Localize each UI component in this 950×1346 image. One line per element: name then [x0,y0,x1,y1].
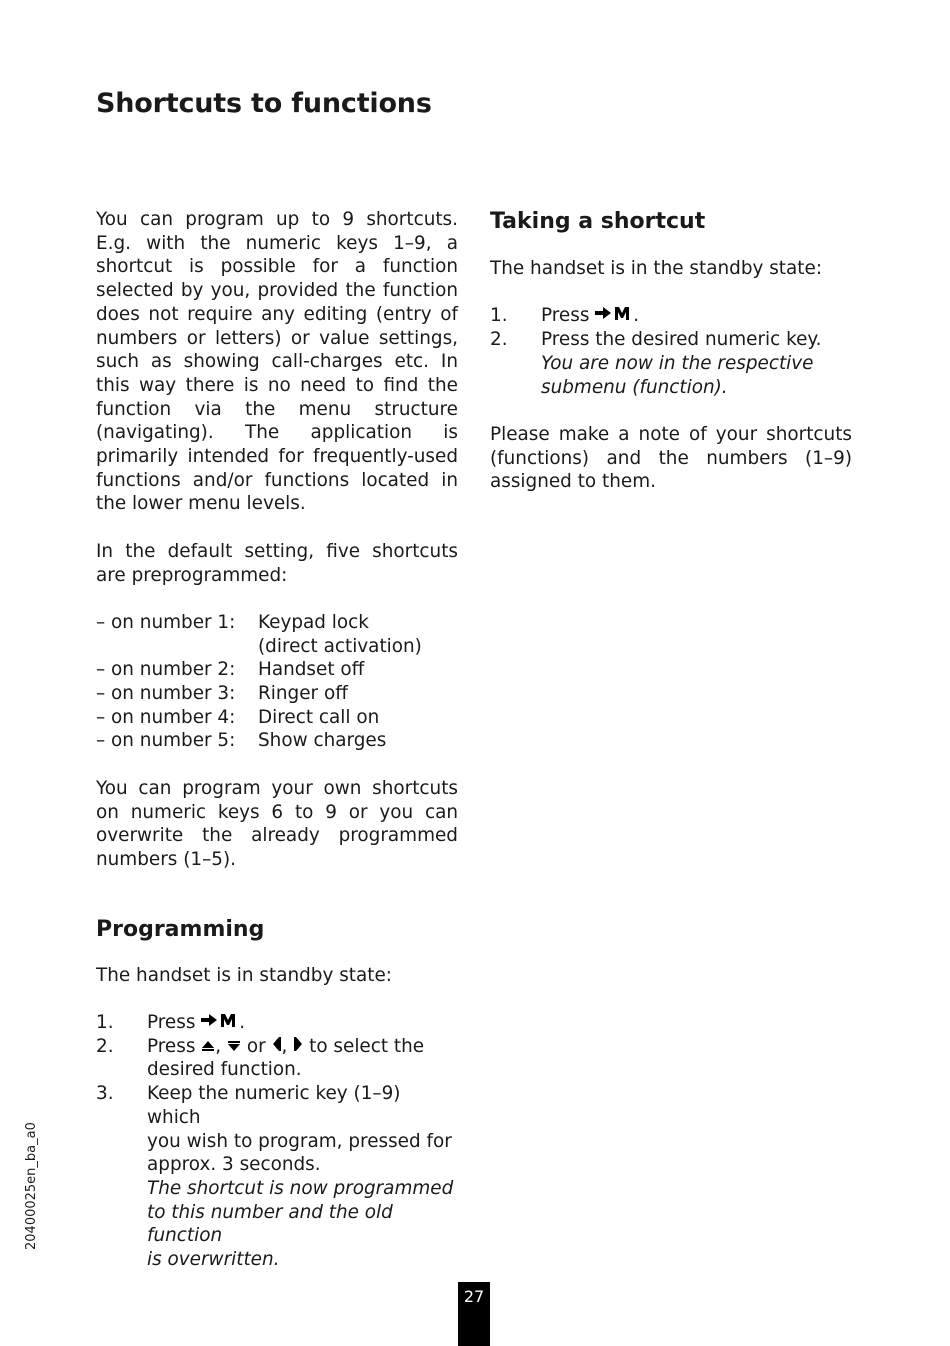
taking-shortcut-heading: Taking a shortcut [490,209,706,234]
list-item: 1. Press . [96,1012,246,1034]
page-number: 27 [458,1282,490,1346]
page-title: Shortcuts to functions [96,88,432,119]
list-item: – on number 4: Direct call on [96,706,380,728]
list-item: – on number 3: Ringer off [96,683,348,705]
list-item: 1. Press . [490,305,640,327]
list-item: – on number 2: Handset off [96,659,365,681]
taking-state: The handset is in the standby state: [490,258,823,279]
list-item: – on number 1: Keypad lock [96,611,369,633]
programming-state: The handset is in standby state: [96,964,392,986]
list-item: 2. Press the desired numeric key. You are now in the respective submenu (function). [490,329,822,398]
left-column [96,208,458,1272]
down-arrow-key-icon [227,1040,241,1052]
own-shortcuts-paragraph: You can program your own shortcuts on numeric keys 6 to 9 or you can overwrite the already programmed numbers (1–5). [96,777,458,870]
right-column [490,208,852,494]
list-item: (direct activation) [258,635,422,657]
programming-heading: Programming [96,916,265,942]
arrow-menu-key-icon [595,305,633,321]
default-shortcut-list [96,611,458,753]
left-arrow-key-icon [272,1036,282,1052]
document-code: 20400025en_ba_a0 [24,1122,39,1250]
list-item: – on number 5: Show charges [96,730,387,752]
list-item: desired function. [147,1059,302,1081]
up-arrow-key-icon [201,1040,215,1052]
list-item: 2. Press , or , to select the [96,1035,425,1057]
arrow-menu-key-icon [201,1012,239,1028]
list-item: 3. Keep the numeric key (1–9) which you wish to program, pressed for approx. 3 seconds. The shortcut is now programmed to this number and the old function is overwritten. [96,1083,454,1271]
note-paragraph: Please make a note of your shortcuts (functions) and the numbers (1–9) assigned to them. [490,423,852,493]
right-arrow-key-icon [293,1036,303,1052]
intro-paragraph: You can program up to 9 shortcuts. E.g. with the numeric keys 1–9, a shortcut is possible for a function selected by you, provided the function does not require any editing (entry of numbers or letters) or value settings, such as showing call-charges etc. In this way there is no need to find the function via the menu structure (navigating). The application is primarily intended for frequently-used functions and/or functions located in the lower menu levels. [96,209,458,515]
default-intro: In the default setting, five shortcuts are preprogrammed: [96,540,458,586]
